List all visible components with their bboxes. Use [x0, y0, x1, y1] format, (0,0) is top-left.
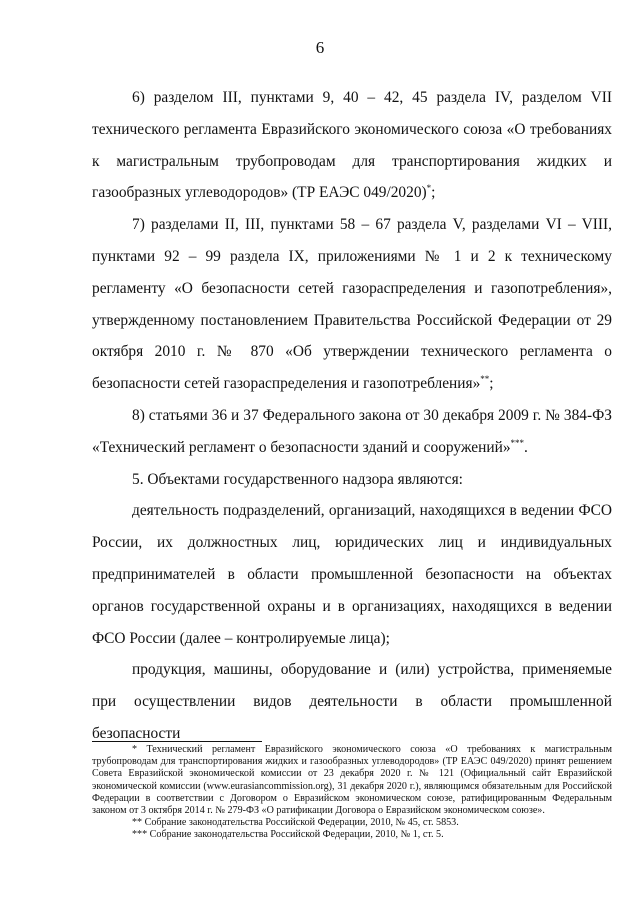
paragraph-activity [92, 495, 612, 654]
document-body [92, 82, 612, 750]
paragraph-text: 5. Объектами государственного надзора являются: [132, 470, 463, 488]
paragraph-text: продукция, машины, оборудование и (или) устройства, применяемые при осуществлении видов деятельности в области промышленной безопасности [92, 661, 612, 742]
section-5-heading [92, 464, 612, 496]
footnote-mark: *** [510, 437, 525, 448]
paragraph-tail: ; [431, 184, 436, 202]
paragraph-tail: . [524, 438, 528, 456]
footnote-separator [92, 741, 262, 742]
paragraph-item-7 [92, 209, 612, 400]
paragraph-text: деятельность подразделений, организаций, находящихся в ведении ФСО России, их должностных лиц, юридических лиц и индивидуальных предпринимателей в области промышленной безопасности на объектах органов государственной охраны и в организациях, находящихся в ведении ФСО России (далее – контролируемые лица); [92, 502, 612, 647]
paragraph-text: 7) разделами II, III, пунктами 58 – 67 раздела V, разделами VI – VIII, пунктами 92 – 99 раздела IX, приложениями № 1 и 2 к техническому регламенту «О безопасности сетей газораспределения и газопотребления», утвержденному постановлением Правительства Российской Федерации от 29 октября 2010 г. № 870 «Об утверждении технического регламента о безопасности сетей газораспределения и газопотребления» [92, 216, 612, 393]
footnote-mark: * [426, 183, 432, 194]
paragraph-item-6 [92, 82, 612, 209]
paragraph-text: 8) статьями 36 и 37 Федерального закона от 30 декабря 2009 г. № 384-ФЗ «Технический регламент о безопасности зданий и сооружений» [92, 406, 612, 456]
footnote-mark: ** [480, 374, 490, 385]
footnotes [92, 744, 612, 842]
footnote-3: *** Собрание законодательства Российской Федерации, 2010, № 1, ст. 5. [132, 829, 444, 841]
paragraph-products [92, 654, 612, 749]
footnote-1: * Технический регламент Евразийского экономического союза «О требованиях к магистральным трубопроводам для транспортирования жидких и газообразных углеводородов» (ТР ЕАЭС 049/2020) принят решением Совета Евразийской экономической комиссии от 23 декабря 2020 г. № 121 (Официальный сайт Евразийской экономической комиссии (www.eurasiancommission.org), 31 декабря 2020 г.), являющимся обязательным для Российской Федерации в соответствии с Договором о Евразийском экономическом союзе, ратифицированным Федеральным законом от 3 октября 2014 г. № 279-ФЗ «О ратификации Договора о Евразийском экономическом союзе». [92, 744, 612, 817]
paragraph-text: 6) разделом III, пунктами 9, 40 – 42, 45 раздела IV, разделом VII технического регламента Евразийского экономического союза «О требованиях к магистральным трубопроводам для транспортирования жидких и газообразных углеводородов» (ТР ЕАЭС 049/2020) [92, 89, 612, 202]
page-number: 6 [315, 38, 325, 57]
paragraph-tail: ; [489, 375, 494, 393]
paragraph-item-8 [92, 400, 612, 464]
footnote-2: ** Собрание законодательства Российской Федерации, 2010, № 45, ст. 5853. [132, 817, 459, 829]
